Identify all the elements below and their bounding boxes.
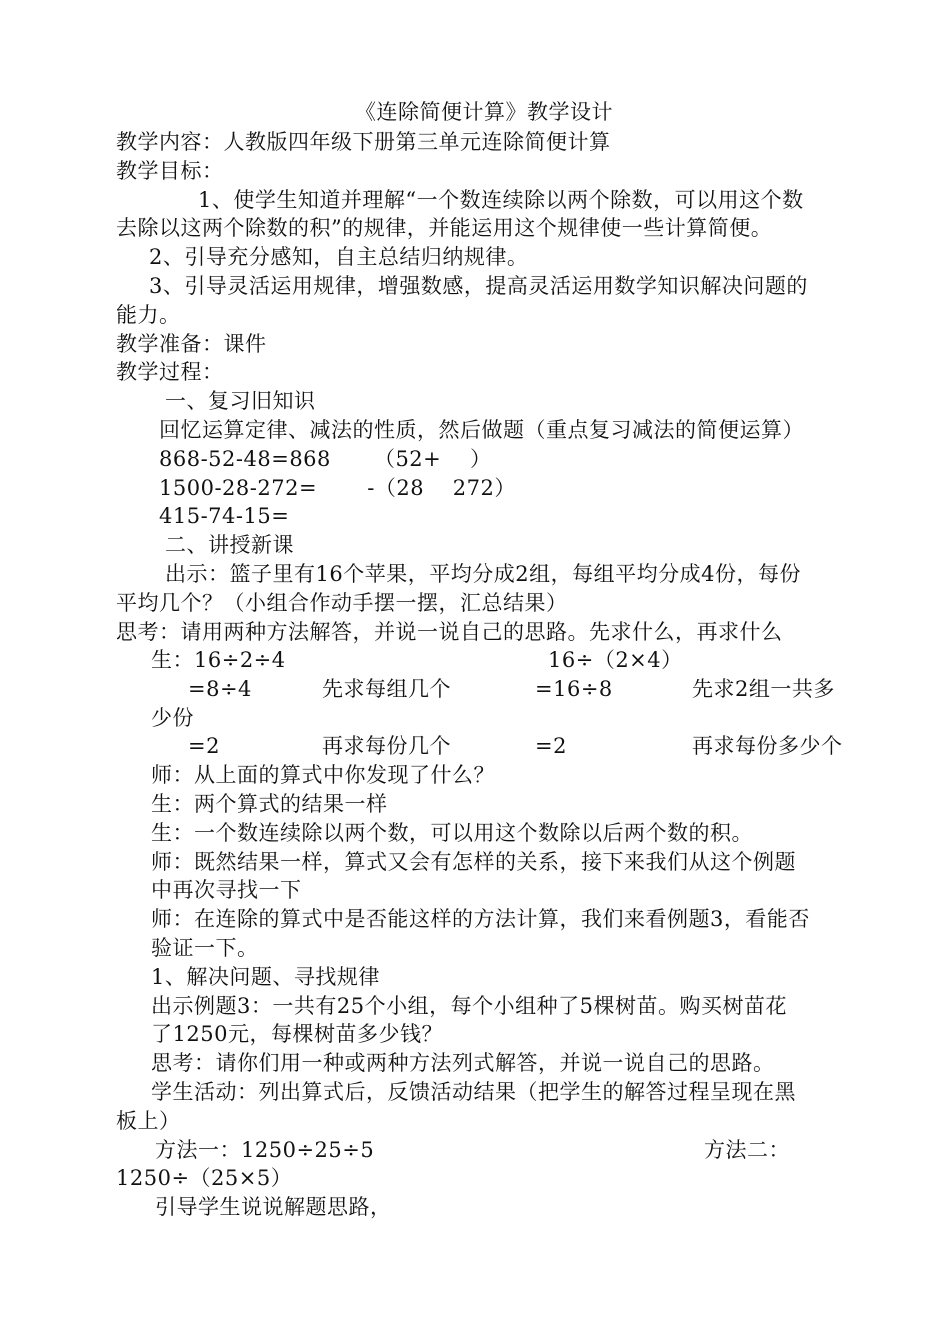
goal-1-line-2: 去除以这两个除数的积”的规律，并能运用这个规律使一些计算简便。	[116, 216, 773, 240]
step-1-note-2: 先求2组一共多	[692, 677, 835, 701]
goal-3-line-2: 能力。	[116, 303, 181, 327]
step-1-right: =16÷8	[535, 677, 613, 701]
process-heading: 教学过程：	[116, 360, 224, 384]
teacher-question-3-line-2: 验证一下。	[151, 936, 259, 960]
example-3-line-2: 了1250元，每棵树苗多少钱？	[151, 1022, 443, 1046]
goal-3-line-1: 3、引导灵活运用规律，增强数感，提高灵活运用数学知识解决问题的	[149, 274, 808, 298]
method-2-expression: 1250÷（25×5）	[116, 1166, 293, 1190]
show-problem-line-1: 出示：篮子里有16个苹果，平均分成2组，每组平均分成4份，每份	[165, 562, 801, 586]
step-1-note-2-cont: 少份	[151, 706, 194, 730]
review-equation-2: 1500-28-272= -（28 272）	[159, 476, 516, 500]
review-intro: 回忆运算定律、减法的性质，然后做题（重点复习减法的简便运算）	[159, 418, 804, 442]
method-1: 方法一：1250÷25÷5	[155, 1138, 375, 1162]
step-2-left: =2	[188, 734, 220, 758]
teaching-content: 教学内容：人教版四年级下册第三单元连除简便计算	[116, 130, 611, 154]
guide-line: 引导学生说说解题思路，	[155, 1195, 392, 1219]
teacher-question-3-line-1: 师：在连除的算式中是否能这样的方法计算，我们来看例题3，看能否	[151, 907, 810, 931]
section-1-heading: 一、复习旧知识	[165, 389, 316, 413]
example-3-line-1: 出示例题3：一共有25个小组，每个小组种了5棵树苗。购买树苗花	[151, 994, 787, 1018]
student-method-right: 16÷（2×4）	[548, 648, 683, 672]
step-2-note-2: 再求每份多少个	[692, 734, 843, 758]
student-answer-2: 生：一个数连续除以两个数，可以用这个数除以后两个数的积。	[151, 821, 753, 845]
think-1: 思考：请用两种方法解答，并说一说自己的思路。先求什么，再求什么	[116, 620, 783, 644]
student-answer-1: 生：两个算式的结果一样	[151, 792, 388, 816]
step-2-right: =2	[535, 734, 567, 758]
student-method-left: 生：16÷2÷4	[151, 648, 286, 672]
method-2-label: 方法二：	[704, 1138, 790, 1162]
goal-2: 2、引导充分感知，自主总结归纳规律。	[149, 245, 529, 269]
show-problem-line-2: 平均几个？（小组合作动手摆一摆，汇总结果）	[116, 591, 568, 615]
teacher-question-2-line-2: 中再次寻找一下	[151, 878, 302, 902]
section-2-heading: 二、讲授新课	[165, 533, 294, 557]
step-1-note: 先求每组几个	[322, 677, 451, 701]
step-2-note: 再求每份几个	[322, 734, 451, 758]
review-equation-3: 415-74-15=	[159, 504, 290, 528]
student-activity-line-2: 板上）	[116, 1109, 181, 1133]
think-2: 思考：请你们用一种或两种方法列式解答，并说一说自己的思路。	[151, 1051, 775, 1075]
teacher-question-1: 师：从上面的算式中你发现了什么？	[151, 763, 495, 787]
teaching-prep: 教学准备：课件	[116, 332, 267, 356]
student-activity-line-1: 学生活动：列出算式后，反馈活动结果（把学生的解答过程呈现在黑	[151, 1080, 796, 1104]
goals-heading: 教学目标：	[116, 159, 224, 183]
goal-1-line-1: 1、使学生知道并理解“一个数连续除以两个除数，可以用这个数	[198, 188, 804, 212]
step-1-left: =8÷4	[188, 677, 252, 701]
document-title: 《连除简便计算》教学设计	[355, 100, 613, 124]
review-equation-1: 868-52-48=868 （52+ ）	[159, 447, 492, 471]
teacher-question-2-line-1: 师：既然结果一样，算式又会有怎样的关系，接下来我们从这个例题	[151, 850, 796, 874]
subsection-1-heading: 1、解决问题、寻找规律	[151, 965, 380, 989]
